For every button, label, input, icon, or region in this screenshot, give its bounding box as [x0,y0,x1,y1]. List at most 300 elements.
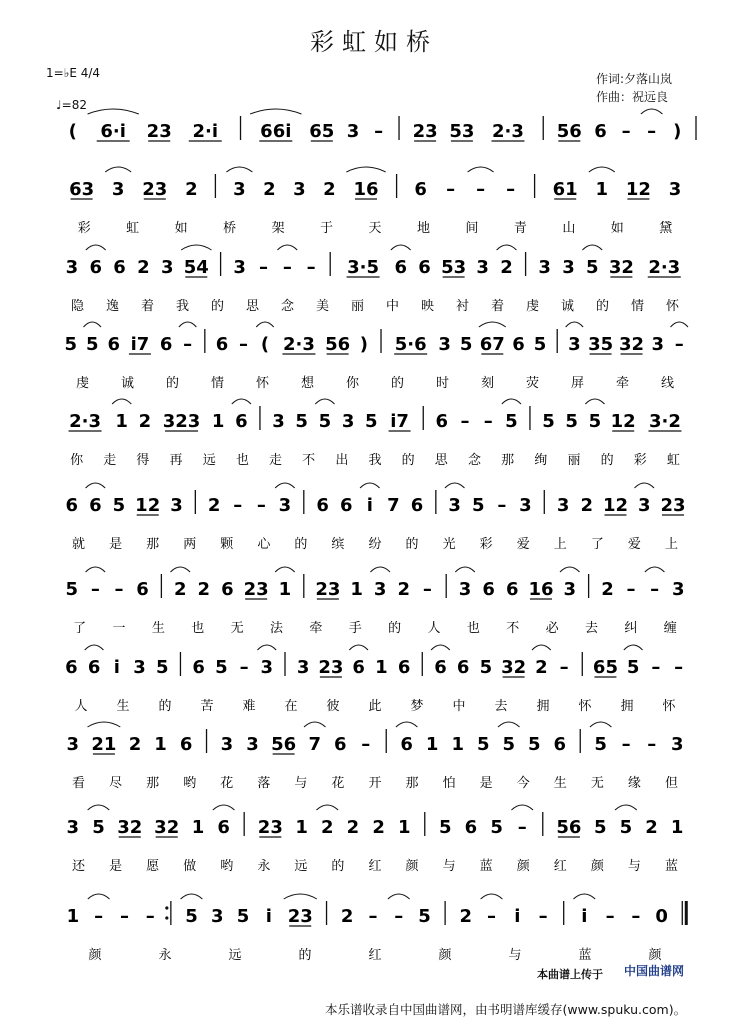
composer-credit: 作曲：祝远良 [596,90,669,104]
tie-arc [573,894,595,899]
lyric-char: 缘 [627,776,641,791]
lyric-char: 必 [545,621,559,636]
lyric-char: 哟 [220,859,234,874]
lyric-char: 美 [315,299,330,314]
note-token: 3 [519,495,532,516]
note-token: i7 [390,411,409,432]
lyric-char: 得 [136,453,150,468]
note-token: – [506,179,516,200]
note-token: 2 [173,579,187,600]
note-token: 7 [308,734,322,755]
tie-arc [83,322,100,327]
lyric-char: 念 [280,299,295,314]
tie-arc [316,805,338,810]
lyric-char: 颗 [220,537,234,552]
lyric-char: 虹 [666,453,680,468]
lyric-char: 我 [175,299,190,314]
note-token: 5 [626,657,640,678]
lyric-row [71,298,680,314]
lyric-char: 的 [158,699,172,714]
lyric-char: 难 [242,699,256,714]
tie-arc [634,483,654,488]
note-token: 5 [295,411,308,432]
lyric-char: 无 [590,776,604,791]
lyric-char: 生 [151,621,165,636]
note-token: 5 [594,734,607,755]
lyric-char: 牵 [309,621,323,636]
note-token: 3 [373,579,387,600]
lyric-char: 地 [416,221,430,236]
note-token: – [258,257,268,278]
lyric-char: 绚 [534,453,548,468]
lyric-char: 出 [335,453,349,468]
note-token: 5 [505,411,518,432]
note-token: 1 [451,734,464,755]
note-token: 23 [660,495,686,516]
note-token: – [361,734,371,755]
tie-arc [624,645,643,650]
note-token: 65 [309,121,335,142]
note-token: 3 [538,257,551,278]
note-token: 3 [260,657,274,678]
lyric-char: 于 [320,221,334,236]
tie-arc [615,805,637,810]
upload-note: 本曲谱上传于 [537,968,603,981]
lyric-row [72,858,678,874]
lyric-char: 上 [553,537,567,552]
note-token: 56 [556,817,582,838]
lyric-char: 的 [331,859,345,874]
lyric-char: 落 [257,776,271,791]
lyric-char: 远 [228,948,242,963]
lyric-char: 隐 [70,299,85,314]
note-token: 3 [66,734,80,755]
note-token: 3 [66,817,80,838]
lyric-char: 就 [72,537,86,552]
note-token: 2 [535,657,548,678]
tie-arc [671,322,688,327]
note-token: 2 [207,495,221,516]
note-token: – [238,334,248,355]
notation-row [69,167,681,200]
lyric-char: 着 [490,299,505,314]
lyric-char: 怀 [578,699,592,714]
lyric-char: 两 [183,537,197,552]
note-token: 3 [65,257,79,278]
note-token: 3 [210,906,224,927]
note-token: 66i [260,121,292,142]
note-token: 2 [137,257,150,278]
note-token: 23 [142,179,168,200]
tie-arc [284,894,317,899]
tie-arc [585,399,604,404]
note-token: 3 [160,257,174,278]
lyric-char: 颜 [438,948,452,963]
note-token: – [306,257,316,278]
tie-arc [346,167,385,172]
lyric-char: 怀 [255,376,270,391]
note-token: 6 [215,334,229,355]
note-token: 0 [655,906,668,927]
note-token: 3·5 [347,257,380,278]
lyric-char: 诚 [560,299,575,314]
site-logo: 中国曲谱网 [624,964,685,978]
repeat-dot [165,916,168,919]
lyric-char: 不 [302,453,316,468]
note-token: 6 [456,657,470,678]
note-token: 3 [296,657,310,678]
lyric-char: 远 [294,859,308,874]
note-token: 3 [668,179,682,200]
note-token: 6 [512,334,525,355]
note-token: 5 [588,411,602,432]
lyric-char: 人 [427,621,441,636]
note-token: 2 [397,579,411,600]
note-token: 6 [217,817,230,838]
lyric-char: 如 [610,221,624,236]
tie-arc [391,245,411,250]
tie-arc [349,645,368,650]
tempo-marking: ♩=82 [56,98,87,112]
note-token: 2 [185,179,198,200]
note-token: 5 [65,579,79,600]
note-token: 2 [459,906,473,927]
note-token: 6 [594,121,607,142]
note-token: 5 [459,334,473,355]
lyric-char: 生 [553,776,567,791]
note-token: – [114,579,124,600]
note-token: 5 [502,734,516,755]
tie-arc [179,322,196,327]
lyric-char: 的 [600,453,614,468]
lyric-row [72,775,678,791]
lyricist-credit: 作词:夕落山岚 [596,72,673,86]
note-token: 5 [215,657,228,678]
note-token: 23 [287,906,313,927]
note-token: 2 [128,734,142,755]
note-token: – [233,495,243,516]
lyric-char: 蓝 [578,948,592,963]
lyric-char: 颜 [88,948,102,963]
note-token: i [366,495,373,516]
note-token: 6 [435,411,449,432]
note-token: 5 [586,257,599,278]
lyric-char: 山 [562,221,576,236]
note-token: 2 [601,579,614,600]
note-token: 23 [257,817,283,838]
lyric-char: 屏 [570,376,585,391]
note-token: 1 [375,657,388,678]
note-token: 6 [221,579,234,600]
lyric-char: 不 [506,621,520,636]
lyric-char: 桥 [223,221,237,236]
note-token: 3 [111,179,125,200]
tie-arc [257,645,276,650]
note-token: 23 [146,121,172,142]
note-token: – [651,657,661,678]
sheet-title: 彩虹如桥 [310,28,438,56]
tie-arc [497,245,517,250]
note-token: ( [68,121,77,142]
lyric-char: 架 [271,221,285,236]
lyric-char: 走 [269,453,283,468]
notation-row [66,483,686,516]
note-token: 3 [220,734,234,755]
note-token: 2 [372,817,385,838]
note-token: 2 [197,579,211,600]
note-token: 5 [112,495,126,516]
lyric-char: 的 [595,299,610,314]
note-token: 5 [565,411,578,432]
lyric-char: 法 [270,621,284,636]
tie-arc [645,567,665,572]
lyric-char: 黛 [659,221,673,236]
note-token: 6 [136,579,149,600]
note-token: 6·i [100,121,126,142]
lyric-char: 你 [345,376,360,391]
note-token: 56 [271,734,297,755]
lyric-char: 看 [72,776,86,791]
note-token: – [497,495,507,516]
lyric-char: 红 [368,859,382,874]
note-token: 2·3 [282,334,315,355]
lyric-char: 去 [494,699,508,714]
note-token: 6 [352,657,365,678]
note-token: 32 [608,257,634,278]
lyric-char: 一 [112,621,126,636]
note-token: 12 [610,411,636,432]
note-token: 5 [185,906,198,927]
notation-row [66,722,683,755]
note-token: 3 [556,495,570,516]
tie-arc [498,722,520,727]
lyric-char: 逸 [105,299,120,314]
note-token: – [621,121,631,142]
lyric-row [73,620,677,636]
note-token: 2 [321,817,334,838]
lyric-char: 今 [516,776,530,791]
lyric-char: 永 [257,859,271,874]
lyric-char: 无 [230,621,244,636]
lyric-row [78,220,673,236]
lyric-char: 中 [452,699,466,714]
tie-arc [479,322,506,327]
lyric-char: 愿 [146,859,160,874]
lyric-char: 拥 [536,699,550,714]
note-token: 7 [387,495,400,516]
tie-arc [170,567,190,572]
lyric-char: 荧 [525,376,540,391]
lyric-char: 丽 [350,299,365,314]
lyric-char: 是 [109,859,123,874]
tie-arc [232,399,251,404]
note-token: 12 [135,495,161,516]
lyric-char: 你 [70,453,84,468]
note-token: – [239,657,249,678]
lyric-char: 尽 [109,776,123,791]
note-token: 63 [69,179,95,200]
lyric-char: 的 [405,537,419,552]
note-token: 5 [156,657,169,678]
lyric-char: 彩 [633,453,647,468]
note-token: – [483,411,493,432]
lyric-char: 做 [183,859,197,874]
lyric-char: 哟 [183,776,197,791]
tie-arc [88,805,110,810]
lyric-char: 与 [627,859,641,874]
note-token: 6 [65,495,79,516]
lyric-char: 情 [210,376,225,391]
tie-arc [250,109,301,114]
lyric-char: 远 [202,453,216,468]
lyric-char: 的 [298,948,312,963]
lyric-char: 刻 [480,376,495,391]
note-token: 3 [448,495,461,516]
note-token: 3 [671,579,685,600]
note-token: 5 [528,734,541,755]
note-token: 3 [476,257,489,278]
note-token: 2 [263,179,276,200]
tie-arc [582,245,602,250]
notation-row [69,109,696,142]
note-token: – [183,334,193,355]
note-token: 1 [278,579,292,600]
lyric-char: 思 [245,299,260,314]
lyric-char: 颜 [405,859,419,874]
tie-arc [566,322,583,327]
tie-arc [105,167,131,172]
note-token: 6 [418,257,431,278]
lyric-row [72,536,678,552]
lyric-char: 诚 [120,376,135,391]
note-token: – [145,906,155,927]
note-token: 2 [346,817,360,838]
lyric-char: 心 [257,537,271,552]
note-token: 5·6 [394,334,427,355]
note-token: 3 [438,334,451,355]
lyric-char: 间 [465,221,479,236]
lyric-char: 彩 [479,537,493,552]
lyric-char: 人 [74,699,88,714]
note-token: 1 [295,817,308,838]
note-token: 5 [365,411,378,432]
note-token: 1 [595,179,609,200]
note-token: 6 [464,817,478,838]
note-token: – [94,906,104,927]
lyric-char: 蓝 [479,859,493,874]
tie-arc [85,645,104,650]
lyric-char: 中 [385,299,400,314]
lyric-char: 怀 [665,299,680,314]
note-token: – [605,906,615,927]
note-token: – [674,657,684,678]
lyric-char: 的 [294,537,308,552]
note-token: 1 [66,906,80,927]
lyric-char: 颜 [516,859,530,874]
tie-arc [502,399,521,404]
lyric-char: 花 [220,776,234,791]
lyric-char: 如 [174,221,188,236]
note-token: 6 [89,257,103,278]
tie-arc [256,322,273,327]
note-token: 32 [619,334,645,355]
note-token: 23 [318,657,344,678]
tie-arc [360,483,380,488]
note-token: – [476,179,486,200]
note-token: 3·2 [649,411,681,432]
note-token: 2·3 [648,257,681,278]
lyric-char: 着 [140,299,155,314]
lyric-char: 颜 [648,948,662,963]
lyric-char: 苦 [200,699,214,714]
tie-arc [86,245,106,250]
lyric-char: 丽 [567,453,581,468]
note-token: 2 [323,179,336,200]
note-token: 6 [65,657,78,678]
note-token: 16 [353,179,379,200]
note-token: 67 [479,334,505,355]
tie-arc [275,483,295,488]
note-token: 2 [500,257,513,278]
note-token: 61 [552,179,578,200]
note-token: 3 [133,657,146,678]
note-token: 5 [418,906,431,927]
tie-arc [112,399,131,404]
note-token: – [487,906,497,927]
note-token: 1 [425,734,439,755]
note-token: – [559,657,569,678]
lyric-char: 开 [368,776,382,791]
lyric-char: 那 [146,537,160,552]
tie-arc [468,167,494,172]
note-token: 2·3 [492,121,524,142]
lyric-row [70,452,680,468]
lyric-char: 纠 [624,621,638,636]
note-token: 2 [580,495,593,516]
note-token: 3 [568,334,581,355]
tie-arc [86,483,106,488]
note-token: 3 [458,579,472,600]
lyric-char: 思 [434,453,448,468]
tie-arc [589,167,615,172]
note-token: – [631,906,641,927]
lyric-char: 的 [210,299,225,314]
note-token: 3 [272,411,285,432]
tie-arc [88,109,139,114]
note-token: – [119,906,129,927]
note-token: 32 [154,817,180,838]
note-token: ( [260,334,270,355]
note-token: 53 [449,121,475,142]
note-token: 21 [91,734,117,755]
note-token: 32 [117,817,143,838]
note-token: 5 [472,495,485,516]
lyric-char: 的 [388,621,402,636]
note-token: 16 [528,579,554,600]
lyric-char: 缠 [663,621,677,636]
note-token: 3 [278,495,292,516]
lyric-char: 红 [553,859,567,874]
tie-arc [641,109,663,114]
notation-row [65,645,683,678]
lyric-row [74,698,676,714]
note-token: 3 [293,179,306,200]
note-token: 5 [85,334,99,355]
note-token: 6 [235,411,248,432]
note-token: – [647,734,657,755]
tie-arc [370,567,390,572]
lyric-char: 想 [300,376,315,391]
